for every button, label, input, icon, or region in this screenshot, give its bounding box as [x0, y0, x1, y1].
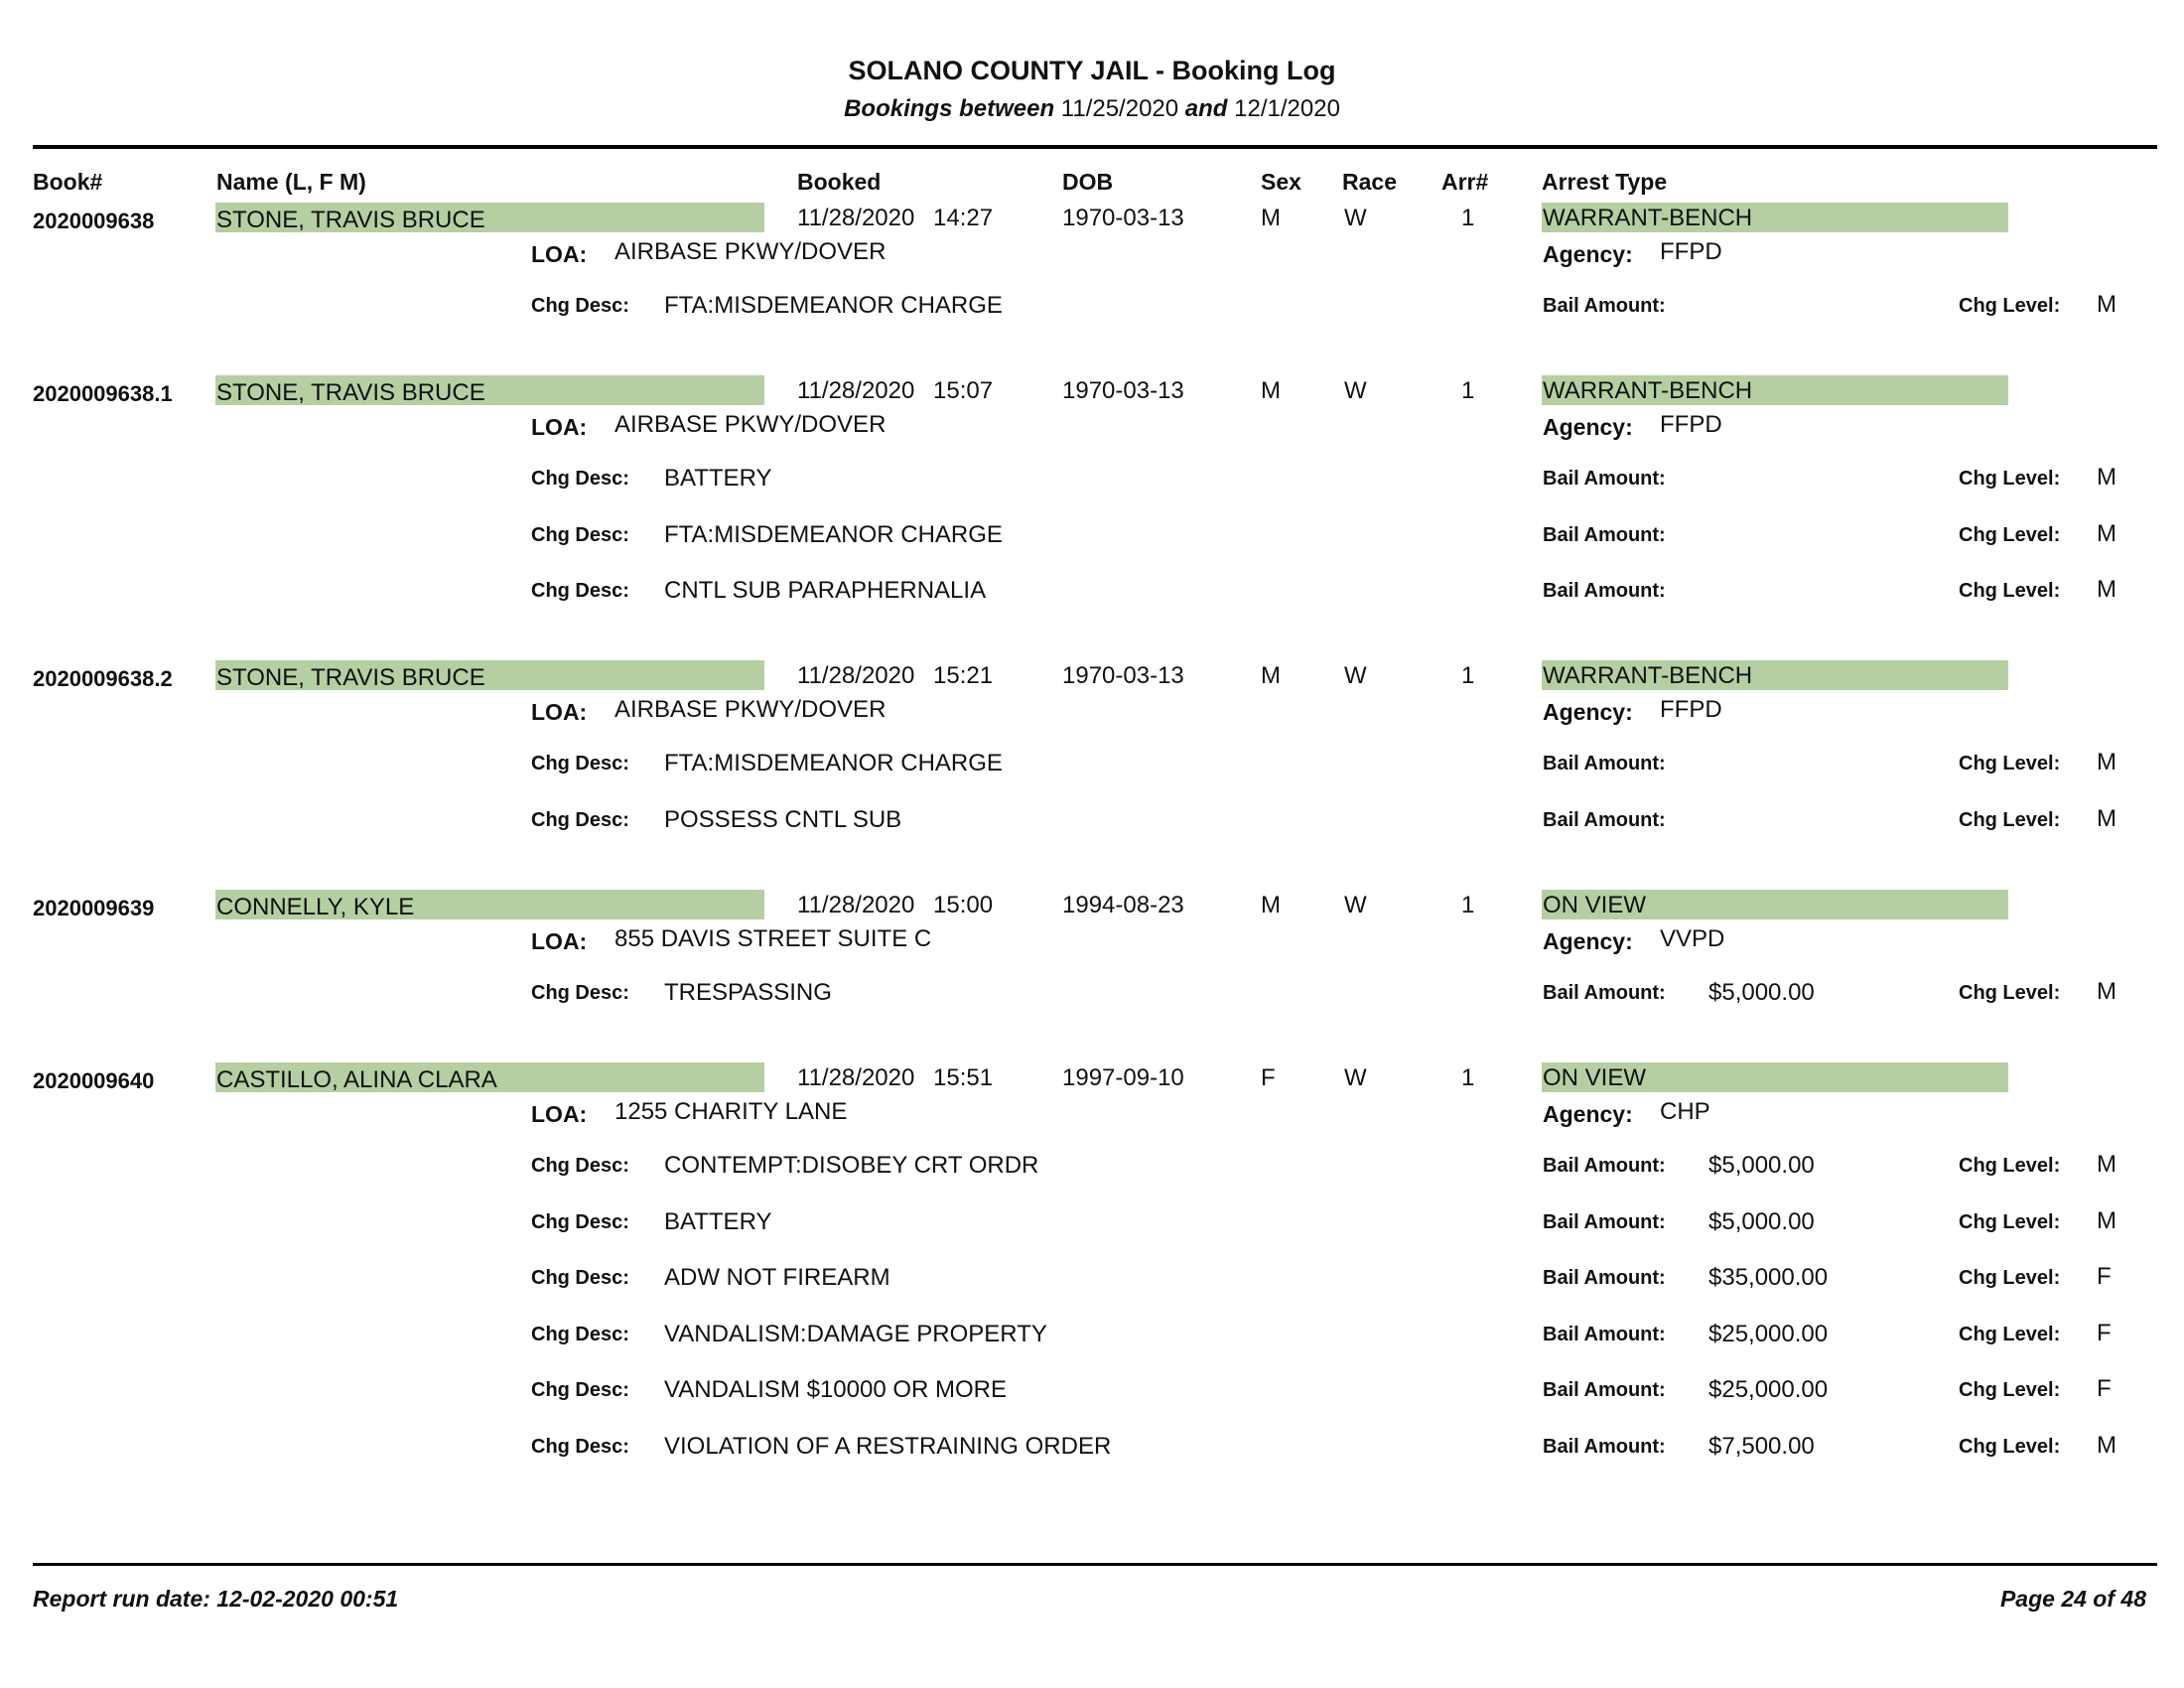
bail-amount: $5,000.00	[1708, 1152, 1815, 1179]
chg-level-label: Chg Level:	[1959, 295, 2061, 317]
bail-amount: $25,000.00	[1708, 1320, 1829, 1347]
chg-desc: VANDALISM:DAMAGE PROPERTY	[664, 1320, 1047, 1347]
col-booked: Booked	[797, 169, 882, 195]
chg-desc: FTA:MISDEMEANOR CHARGE	[664, 750, 1003, 776]
arrest-type: WARRANT-BENCH	[1543, 662, 1753, 689]
bail-amount: $35,000.00	[1708, 1264, 1829, 1291]
chg-level-label: Chg Level:	[1959, 1379, 2061, 1401]
bail-amount: $25,000.00	[1708, 1376, 1829, 1403]
chg-level: F	[2097, 1319, 2112, 1346]
chg-desc-label: Chg Desc:	[531, 580, 629, 602]
chg-desc: BATTERY	[664, 465, 772, 492]
chg-level: M	[2097, 978, 2116, 1005]
loa-value: 855 DAVIS STREET SUITE C	[614, 925, 932, 952]
bail-amount-label: Bail Amount:	[1543, 1379, 1666, 1401]
agency-label: Agency:	[1543, 1101, 1633, 1127]
col-sex: Sex	[1261, 169, 1301, 195]
race: W	[1344, 1064, 1367, 1091]
chg-desc-label: Chg Desc:	[531, 1155, 629, 1177]
chg-desc: FTA:MISDEMEANOR CHARGE	[664, 292, 1003, 319]
dob: 1997-09-10	[1062, 1064, 1184, 1091]
book-number: 2020009638.1	[33, 381, 173, 406]
subtitle-and: and	[1184, 95, 1228, 122]
col-name: Name (L, F M)	[216, 169, 366, 195]
inmate-name: STONE, TRAVIS BRUCE	[216, 207, 485, 233]
loa-label: LOA:	[531, 241, 588, 267]
chg-level: M	[2097, 1206, 2116, 1234]
chg-desc: BATTERY	[664, 1207, 772, 1235]
agency-label: Agency:	[1543, 928, 1633, 954]
agency-value: FFPD	[1660, 696, 1722, 723]
col-book: Book#	[33, 169, 103, 195]
arrest-type: WARRANT-BENCH	[1543, 377, 1753, 404]
chg-desc-label: Chg Desc:	[531, 1210, 629, 1233]
booked-time: 15:00	[933, 892, 994, 918]
arrest-type: ON VIEW	[1543, 1064, 1647, 1091]
bail-amount-label: Bail Amount:	[1543, 1210, 1666, 1233]
booked-date: 11/28/2020	[797, 205, 915, 231]
bail-amount-label: Bail Amount:	[1543, 1323, 1666, 1345]
chg-level: M	[2097, 464, 2116, 491]
arrest-type: ON VIEW	[1543, 892, 1647, 918]
agency-value: VVPD	[1660, 925, 1725, 952]
bail-amount-label: Bail Amount:	[1543, 982, 1666, 1004]
sex: F	[1261, 1064, 1276, 1091]
booked-date: 11/28/2020	[797, 377, 915, 404]
page-number: Page 24 of 48	[1999, 1586, 2146, 1612]
race: W	[1344, 662, 1367, 689]
booked-time: 15:51	[933, 1064, 994, 1091]
bail-amount-label: Bail Amount:	[1543, 523, 1666, 546]
chg-level: M	[2097, 519, 2116, 547]
agency-label: Agency:	[1543, 699, 1633, 725]
arr-number: 1	[1461, 377, 1475, 404]
chg-level-label: Chg Level:	[1959, 580, 2061, 602]
chg-desc: CONTEMPT:DISOBEY CRT ORDR	[664, 1152, 1039, 1179]
booked-time: 14:27	[933, 205, 994, 231]
dob: 1970-03-13	[1062, 377, 1184, 404]
chg-desc: VANDALISM $10000 OR MORE	[664, 1376, 1008, 1403]
chg-desc-label: Chg Desc:	[531, 1435, 629, 1458]
bail-amount-label: Bail Amount:	[1543, 1267, 1666, 1289]
chg-desc: ADW NOT FIREARM	[664, 1264, 890, 1291]
loa-value: AIRBASE PKWY/DOVER	[614, 696, 887, 723]
chg-desc-label: Chg Desc:	[531, 523, 629, 546]
col-dob: DOB	[1062, 169, 1114, 195]
arr-number: 1	[1461, 892, 1475, 918]
booked-date: 11/28/2020	[797, 892, 915, 918]
bail-amount-label: Bail Amount:	[1543, 753, 1666, 774]
report-title: SOLANO COUNTY JAIL - Booking Log	[848, 56, 1336, 85]
chg-level: M	[2097, 576, 2116, 603]
inmate-name: CASTILLO, ALINA CLARA	[216, 1066, 497, 1093]
chg-desc-label: Chg Desc:	[531, 982, 629, 1004]
bail-amount-label: Bail Amount:	[1543, 1155, 1666, 1177]
col-arr: Arr#	[1441, 169, 1489, 195]
dob: 1970-03-13	[1062, 205, 1184, 231]
chg-level: M	[2097, 749, 2116, 775]
chg-desc-label: Chg Desc:	[531, 808, 629, 831]
chg-desc-label: Chg Desc:	[531, 1323, 629, 1345]
loa-value: 1255 CHARITY LANE	[614, 1098, 848, 1125]
report-run-date: Report run date: 12-02-2020 00:51	[33, 1586, 399, 1612]
chg-level-label: Chg Level:	[1959, 523, 2061, 546]
chg-desc-label: Chg Desc:	[531, 295, 629, 317]
footer-rule	[33, 1563, 2157, 1566]
book-number: 2020009638.2	[33, 666, 173, 691]
bail-amount-label: Bail Amount:	[1543, 468, 1666, 490]
bail-amount: $7,500.00	[1708, 1432, 1815, 1460]
start-date: 11/25/2020	[1060, 95, 1179, 122]
chg-level: F	[2097, 1375, 2112, 1402]
agency-value: CHP	[1660, 1098, 1710, 1125]
sex: M	[1261, 377, 1281, 404]
chg-level: F	[2097, 1263, 2112, 1290]
agency-label: Agency:	[1543, 241, 1633, 267]
chg-level: M	[2097, 1151, 2116, 1178]
chg-level-label: Chg Level:	[1959, 1155, 2061, 1177]
end-date: 12/1/2020	[1234, 95, 1340, 122]
arr-number: 1	[1461, 662, 1475, 689]
inmate-name: CONNELLY, KYLE	[216, 894, 415, 920]
agency-label: Agency:	[1543, 414, 1633, 440]
booked-time: 15:21	[933, 662, 994, 689]
chg-level: M	[2097, 291, 2116, 318]
col-arrest-type: Arrest Type	[1542, 169, 1668, 195]
chg-desc: POSSESS CNTL SUB	[664, 805, 902, 833]
bail-amount: $5,000.00	[1708, 1207, 1815, 1235]
dob: 1970-03-13	[1062, 662, 1184, 689]
loa-label: LOA:	[531, 699, 588, 725]
chg-level-label: Chg Level:	[1959, 1323, 2061, 1345]
col-race: Race	[1342, 169, 1397, 195]
chg-desc-label: Chg Desc:	[531, 468, 629, 490]
booked-time: 15:07	[933, 377, 994, 404]
chg-level-label: Chg Level:	[1959, 1210, 2061, 1233]
booked-date: 11/28/2020	[797, 662, 915, 689]
inmate-name: STONE, TRAVIS BRUCE	[216, 664, 485, 691]
booked-date: 11/28/2020	[797, 1064, 915, 1091]
chg-desc: TRESPASSING	[664, 979, 832, 1006]
book-number: 2020009639	[33, 896, 155, 920]
chg-desc-label: Chg Desc:	[531, 1267, 629, 1289]
loa-label: LOA:	[531, 1101, 588, 1127]
bail-amount-label: Bail Amount:	[1543, 295, 1666, 317]
sex: M	[1261, 205, 1281, 231]
subtitle-prefix: Bookings between	[844, 95, 1055, 122]
bail-amount: $5,000.00	[1708, 979, 1815, 1006]
loa-label: LOA:	[531, 928, 588, 954]
chg-level-label: Chg Level:	[1959, 982, 2061, 1004]
sex: M	[1261, 662, 1281, 689]
chg-level-label: Chg Level:	[1959, 1435, 2061, 1458]
chg-level-label: Chg Level:	[1959, 808, 2061, 831]
arrest-type: WARRANT-BENCH	[1543, 205, 1753, 231]
chg-desc: FTA:MISDEMEANOR CHARGE	[664, 520, 1003, 548]
bail-amount-label: Bail Amount:	[1543, 1435, 1666, 1458]
chg-level-label: Chg Level:	[1959, 468, 2061, 490]
chg-desc-label: Chg Desc:	[531, 1379, 629, 1401]
loa-label: LOA:	[531, 414, 588, 440]
race: W	[1344, 205, 1367, 231]
chg-level-label: Chg Level:	[1959, 1267, 2061, 1289]
bail-amount-label: Bail Amount:	[1543, 580, 1666, 602]
agency-value: FFPD	[1660, 411, 1722, 438]
arr-number: 1	[1461, 1064, 1475, 1091]
bail-amount-label: Bail Amount:	[1543, 808, 1666, 831]
chg-level: M	[2097, 1431, 2116, 1459]
chg-level-label: Chg Level:	[1959, 753, 2061, 774]
chg-desc: VIOLATION OF A RESTRAINING ORDER	[664, 1432, 1112, 1460]
agency-value: FFPD	[1660, 238, 1722, 265]
inmate-name: STONE, TRAVIS BRUCE	[216, 379, 485, 406]
chg-desc: CNTL SUB PARAPHERNALIA	[664, 577, 987, 604]
race: W	[1344, 377, 1367, 404]
dob: 1994-08-23	[1062, 892, 1184, 918]
chg-desc-label: Chg Desc:	[531, 753, 629, 774]
chg-level: M	[2097, 804, 2116, 832]
book-number: 2020009638	[33, 209, 155, 233]
loa-value: AIRBASE PKWY/DOVER	[614, 238, 887, 265]
race: W	[1344, 892, 1367, 918]
loa-value: AIRBASE PKWY/DOVER	[614, 411, 887, 438]
book-number: 2020009640	[33, 1068, 155, 1093]
sex: M	[1261, 892, 1281, 918]
arr-number: 1	[1461, 205, 1475, 231]
